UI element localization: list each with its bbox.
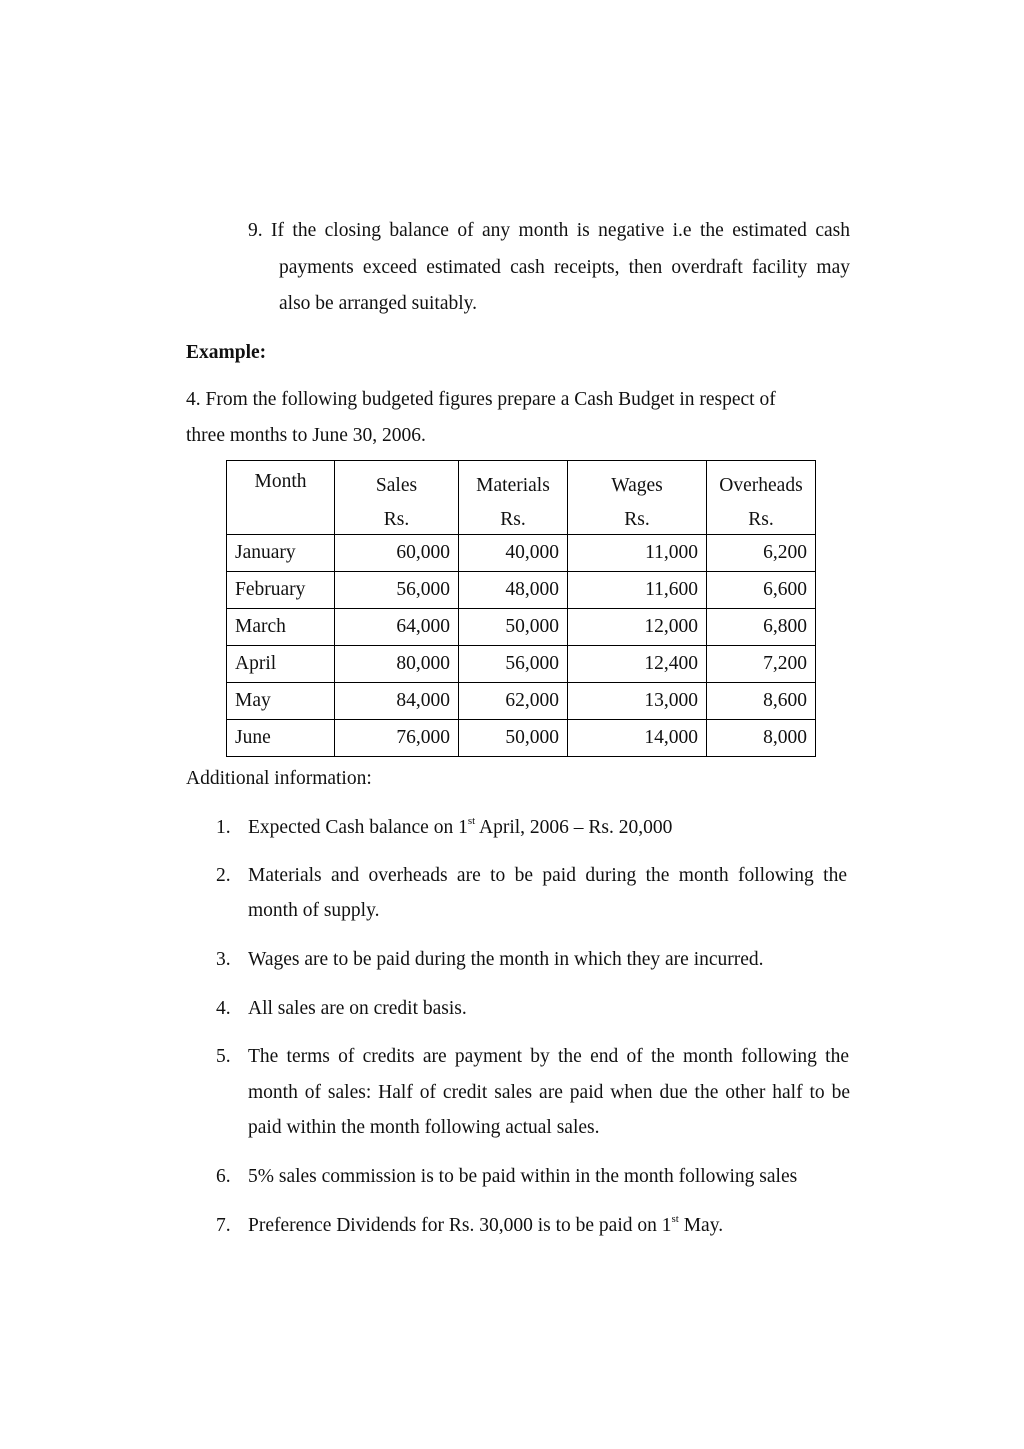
table-row: [227, 683, 816, 720]
cell-sales: 84,000: [335, 683, 459, 720]
list-item-number: 3.: [216, 949, 231, 970]
cell-wages: 12,400: [568, 646, 707, 683]
list-item: Wages are to be paid during the month in which they are incurred.: [248, 949, 764, 970]
additional-info-heading: Additional information:: [186, 768, 372, 789]
question-line-2: three months to June 30, 2006.: [186, 425, 426, 446]
list-item-number: 6.: [216, 1166, 231, 1187]
list-item-line-2: month of supply.: [248, 900, 380, 921]
point-9-line-3: also be arranged suitably.: [279, 293, 477, 314]
table-header-row: [227, 461, 816, 535]
cell-sales: 64,000: [335, 609, 459, 646]
table-row: [227, 535, 816, 572]
cell-materials: 50,000: [459, 609, 568, 646]
list-item: All sales are on credit basis.: [248, 998, 467, 1019]
point-9-line-2: payments exceed estimated cash receipts, then overdraft facility may: [279, 257, 850, 278]
cell-sales: 56,000: [335, 572, 459, 609]
list-item-number: 5.: [216, 1046, 231, 1067]
cell-overheads: 6,200: [707, 535, 816, 572]
header-materials: Materials Rs.: [459, 461, 568, 535]
cell-overheads: 6,600: [707, 572, 816, 609]
cell-materials: 62,000: [459, 683, 568, 720]
cell-month: February: [227, 572, 335, 609]
cell-wages: 11,600: [568, 572, 707, 609]
list-item-number: 1.: [216, 817, 231, 838]
list-item-number: 7.: [216, 1215, 231, 1236]
header-wages: Wages Rs.: [568, 461, 707, 535]
cell-wages: 11,000: [568, 535, 707, 572]
list-item-line-3: paid within the month following actual sales.: [248, 1117, 600, 1138]
list-item-number: 4.: [216, 998, 231, 1019]
cell-month: January: [227, 535, 335, 572]
table-row: [227, 572, 816, 609]
point-9-line-1: 9. If the closing balance of any month is negative i.e the estimated cash: [248, 220, 850, 241]
cell-sales: 60,000: [335, 535, 459, 572]
cell-wages: 13,000: [568, 683, 707, 720]
cell-month: June: [227, 720, 335, 757]
cell-month: March: [227, 609, 335, 646]
budget-table: [226, 460, 816, 757]
cell-materials: 56,000: [459, 646, 568, 683]
cell-month: May: [227, 683, 335, 720]
cell-overheads: 7,200: [707, 646, 816, 683]
cell-month: April: [227, 646, 335, 683]
example-heading: Example:: [186, 342, 267, 363]
list-item-line-2: month of sales: Half of credit sales are paid when due the other half to be: [248, 1082, 850, 1103]
list-item-line-1: Materials and overheads are to be paid during the month following the: [248, 865, 847, 886]
list-item: Preference Dividends for Rs. 30,000 is to be paid on 1st May.: [248, 1213, 724, 1236]
header-overheads: Overheads Rs.: [707, 461, 816, 535]
list-item-line-1: The terms of credits are payment by the end of the month following the: [248, 1046, 849, 1067]
list-item: 5% sales commission is to be paid within in the month following sales: [248, 1166, 798, 1187]
cell-overheads: 8,600: [707, 683, 816, 720]
table-row: [227, 720, 816, 757]
cell-materials: 48,000: [459, 572, 568, 609]
header-sales: Sales Rs.: [335, 461, 459, 535]
question-line-1: 4. From the following budgeted figures prepare a Cash Budget in respect of: [186, 389, 776, 410]
cell-sales: 80,000: [335, 646, 459, 683]
cell-materials: 40,000: [459, 535, 568, 572]
header-month: Month: [227, 461, 335, 535]
cell-wages: 14,000: [568, 720, 707, 757]
cell-overheads: 6,800: [707, 609, 816, 646]
table-row: [227, 646, 816, 683]
table-row: [227, 609, 816, 646]
cell-sales: 76,000: [335, 720, 459, 757]
cell-wages: 12,000: [568, 609, 707, 646]
list-item-number: 2.: [216, 865, 231, 886]
cell-materials: 50,000: [459, 720, 568, 757]
cell-overheads: 8,000: [707, 720, 816, 757]
list-item: Expected Cash balance on 1st April, 2006 – Rs. 20,000: [248, 815, 673, 838]
